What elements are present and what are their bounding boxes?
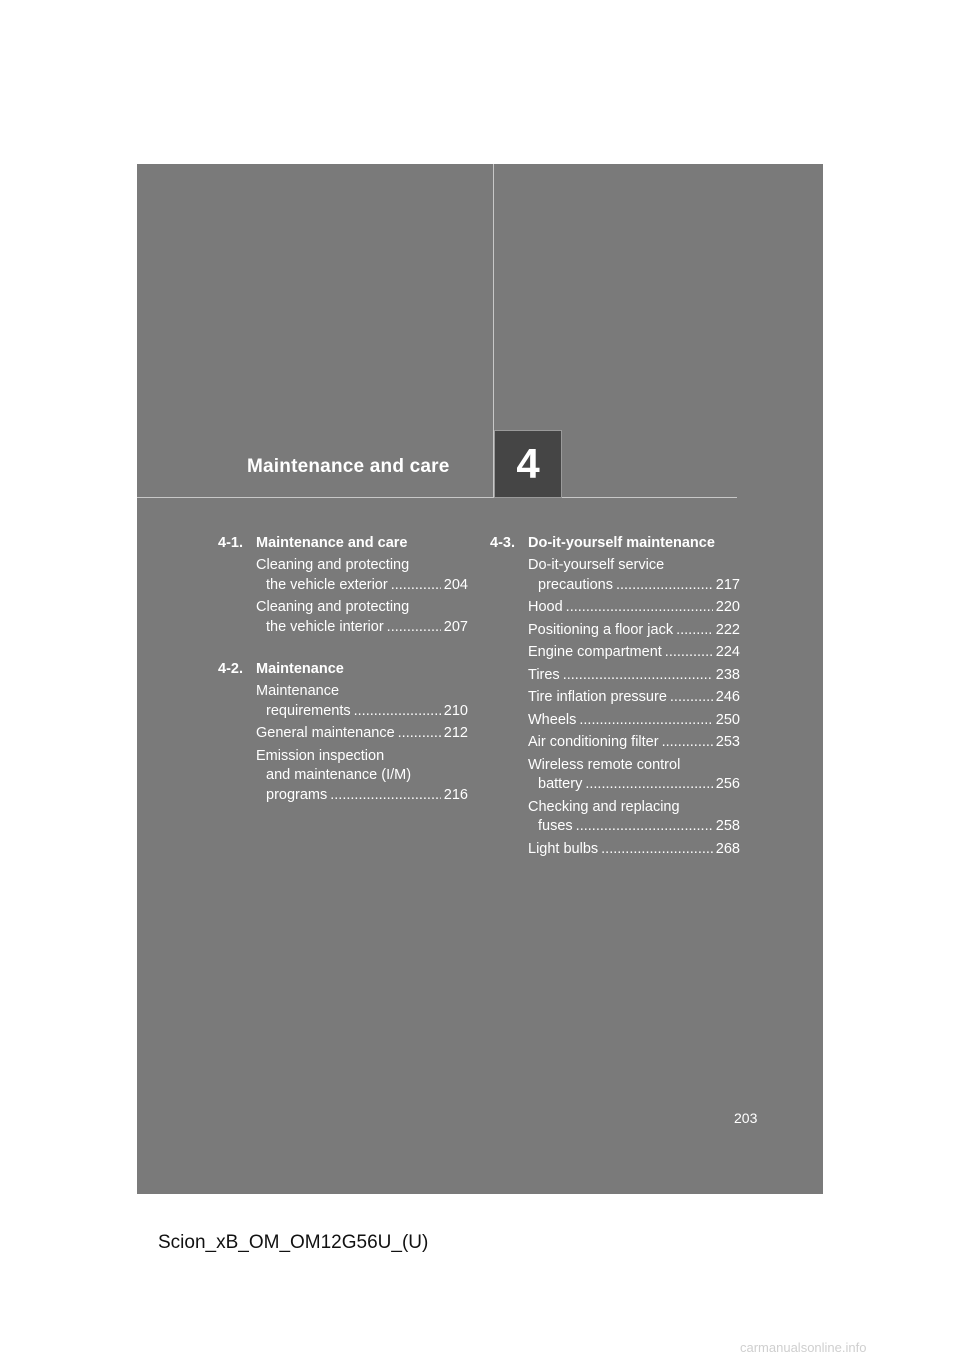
entry-page-number: 204 xyxy=(443,576,468,593)
dot-leader xyxy=(579,711,712,731)
entry-title-end: Light bulbs xyxy=(528,840,599,857)
entry-page-number: 268 xyxy=(715,840,740,857)
dot-leader xyxy=(566,598,713,618)
entry-page-number: 250 xyxy=(715,711,740,728)
chapter-number-tab xyxy=(494,430,562,498)
dot-leader xyxy=(585,775,712,795)
entry-title-line: Wireless remote control xyxy=(528,756,681,773)
entry-leader-line xyxy=(528,598,740,618)
toc-entry[interactable] xyxy=(528,798,740,837)
entry-leader-line xyxy=(256,618,468,638)
dot-leader xyxy=(662,733,713,753)
entry-title-end: the vehicle exterior xyxy=(266,576,388,593)
entry-title-line: Checking and replacing xyxy=(528,798,680,815)
chapter-number: 4 xyxy=(516,440,540,487)
toc-column-left xyxy=(218,533,468,827)
entry-title-end: the vehicle interior xyxy=(266,618,384,635)
dot-leader xyxy=(576,817,713,837)
entry-leader-line xyxy=(256,786,468,806)
chapter-title: Maintenance and care xyxy=(247,456,450,477)
dot-leader xyxy=(676,621,713,641)
toc-section xyxy=(218,659,468,805)
entry-page-number: 216 xyxy=(443,786,468,803)
section-number: 4-2. xyxy=(218,661,243,677)
entry-leader-line xyxy=(528,711,740,731)
dot-leader xyxy=(391,576,441,596)
section-heading[interactable] xyxy=(490,533,740,553)
toc-entry[interactable] xyxy=(528,598,740,618)
entry-leader-line xyxy=(528,775,740,795)
section-heading[interactable] xyxy=(218,533,468,553)
entry-title-end: Wheels xyxy=(528,711,577,728)
toc-entry[interactable] xyxy=(528,840,740,860)
entry-title-end: requirements xyxy=(266,702,351,719)
horizontal-divider xyxy=(137,497,737,498)
toc-entry[interactable] xyxy=(528,666,740,686)
entry-leader-line xyxy=(256,702,468,722)
entry-leader-line xyxy=(528,576,740,596)
entry-title-line: Maintenance xyxy=(256,683,340,699)
entry-title-line: Cleaning and protecting xyxy=(256,599,410,615)
dot-leader xyxy=(665,643,713,663)
dot-leader xyxy=(398,724,441,744)
entry-page-number: 258 xyxy=(715,818,740,834)
entry-title-end: Tire inflation pressure xyxy=(528,689,667,705)
page-number: 203 xyxy=(734,1110,758,1126)
dot-leader xyxy=(601,840,713,860)
toc-entry[interactable] xyxy=(528,733,740,753)
toc-entry[interactable] xyxy=(528,688,740,708)
entry-leader-line xyxy=(256,576,468,596)
toc-entry[interactable] xyxy=(528,621,740,641)
entry-title-line: Emission inspection xyxy=(256,747,385,764)
dot-leader xyxy=(616,576,713,596)
entry-page-number: 224 xyxy=(715,644,740,660)
entry-title-end: programs xyxy=(266,786,328,803)
toc-entry[interactable] xyxy=(528,756,740,795)
entry-page-number: 217 xyxy=(715,576,740,593)
section-title: Maintenance xyxy=(256,661,344,677)
section-number: 4-1. xyxy=(218,535,243,551)
entry-leader-line xyxy=(528,733,740,753)
toc-entry[interactable] xyxy=(256,682,468,721)
entry-page-number: 256 xyxy=(715,776,740,792)
entry-title-end: Hood xyxy=(528,599,563,615)
dot-leader xyxy=(354,702,441,722)
watermark: carmanualsonline.info xyxy=(740,1340,867,1355)
entry-title-line: and maintenance (I/M) xyxy=(266,767,412,783)
section-title: Do-it-yourself maintenance xyxy=(528,535,715,551)
entry-leader-line xyxy=(528,666,740,686)
section-heading[interactable] xyxy=(218,659,468,679)
toc-entry[interactable] xyxy=(528,711,740,731)
section-number: 4-3. xyxy=(490,535,515,551)
entry-leader-line xyxy=(528,817,740,837)
entry-page-number: 246 xyxy=(715,689,740,705)
entry-page-number: 207 xyxy=(443,618,468,635)
dot-leader xyxy=(387,618,441,638)
dot-leader xyxy=(563,666,713,686)
entry-page-number: 238 xyxy=(715,666,740,683)
entry-title-end: Positioning a floor jack xyxy=(528,621,674,638)
entry-leader-line xyxy=(528,643,740,663)
toc-entry[interactable] xyxy=(528,556,740,595)
toc-entry[interactable] xyxy=(256,556,468,595)
entry-page-number: 210 xyxy=(443,702,468,719)
toc-entry[interactable] xyxy=(256,598,468,637)
entry-title-end: precautions xyxy=(538,576,613,593)
entry-title-end: battery xyxy=(538,776,583,792)
toc-section xyxy=(490,533,740,859)
entry-title-end: Air conditioning filter xyxy=(528,734,659,750)
entry-title-end: Engine compartment xyxy=(528,644,662,660)
entry-leader-line xyxy=(528,621,740,641)
entry-title-end: General maintenance xyxy=(256,725,395,741)
entry-leader-line xyxy=(528,840,740,860)
entry-page-number: 212 xyxy=(443,725,468,741)
entry-title-line: Cleaning and protecting xyxy=(256,557,410,573)
entry-leader-line xyxy=(528,688,740,708)
toc-entry[interactable] xyxy=(528,643,740,663)
entry-page-number: 222 xyxy=(715,621,740,638)
entry-title-end: Tires xyxy=(528,666,560,683)
entry-page-number: 253 xyxy=(715,734,740,750)
toc-entry[interactable] xyxy=(256,724,468,744)
toc-entry[interactable] xyxy=(256,747,468,806)
entry-title-end: fuses xyxy=(538,818,573,834)
entry-leader-line xyxy=(256,724,468,744)
dot-leader xyxy=(670,688,713,708)
section-title: Maintenance and care xyxy=(256,535,408,551)
document-code: Scion_xB_OM_OM12G56U_(U) xyxy=(158,1232,429,1253)
entry-page-number: 220 xyxy=(715,599,740,615)
toc-section xyxy=(218,533,468,637)
entry-title-line: Do-it-yourself service xyxy=(528,557,665,573)
toc-column-right xyxy=(490,533,740,881)
dot-leader xyxy=(330,786,441,806)
